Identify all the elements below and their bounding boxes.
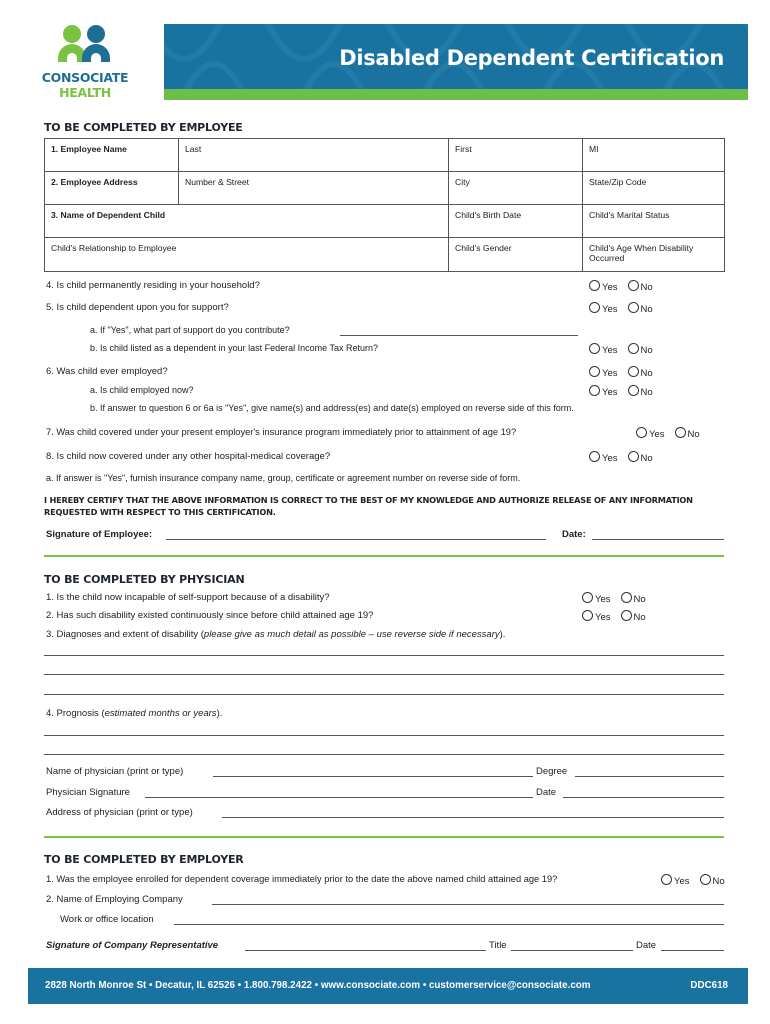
no-label: No <box>640 282 653 293</box>
diagnosis-line[interactable] <box>44 655 724 656</box>
question-8a: a. If answer is "Yes", furnish insurance company name, group, certificate or agreement number on reverse side of form. <box>46 473 521 483</box>
birth-date-field[interactable]: Child's Birth Date <box>449 205 583 238</box>
radio-yes[interactable] <box>589 451 600 462</box>
age-disability-field[interactable]: Child's Age When Disability Occurred <box>583 238 725 272</box>
prognosis-line[interactable] <box>44 735 724 736</box>
employee-date-line[interactable] <box>592 539 724 540</box>
radio-no[interactable] <box>628 366 639 377</box>
physician-address-line[interactable] <box>222 817 724 818</box>
certification-statement: I HEREBY CERTIFY THAT THE ABOVE INFORMATION IS CORRECT TO THE BEST OF MY KNOWLEDGE AND AUTHORIZE RELEASE OF ANY INFORMATION REQUESTED WITH RESPECT TO THIS CERTIFICATION. <box>44 495 693 517</box>
yes-no-q4 <box>589 280 653 293</box>
employee-date-label: Date: <box>562 529 586 540</box>
degree-line[interactable] <box>575 776 724 777</box>
yes-label: Yes <box>674 876 690 887</box>
radio-no[interactable] <box>628 451 639 462</box>
support-contribution-line[interactable] <box>340 335 578 336</box>
q3-text-end: ). <box>499 629 506 640</box>
diagnosis-line[interactable] <box>44 694 724 695</box>
radio-no[interactable] <box>628 280 639 291</box>
dependent-name-field[interactable]: 3. Name of Dependent Child <box>45 205 449 238</box>
work-location-label: Work or office location <box>60 914 154 925</box>
degree-label: Degree <box>536 766 568 777</box>
city-field[interactable]: City <box>449 172 583 205</box>
yes-label: Yes <box>602 282 618 293</box>
question-7: 7. Was child covered under your present employer's insurance program immediately prior to attainment of age 19? <box>46 427 517 437</box>
no-label: No <box>640 387 653 398</box>
radio-no[interactable] <box>628 343 639 354</box>
physician-address-label: Address of physician (print or type) <box>46 807 193 818</box>
street-field[interactable]: Number & Street <box>179 172 449 205</box>
footer-contact: 2828 North Monroe St • Decatur, IL 62526 • 1.800.798.2422 • www.consociate.com • customerservice@consociate.com <box>45 980 591 991</box>
radio-no[interactable] <box>675 427 686 438</box>
yes-label: Yes <box>602 387 618 398</box>
first-name-field[interactable]: First <box>449 139 583 172</box>
radio-yes[interactable] <box>582 610 593 621</box>
table-row <box>45 205 725 238</box>
relationship-field[interactable]: Child's Relationship to Employee <box>45 238 449 272</box>
marital-status-field[interactable]: Child's Marital Status <box>583 205 725 238</box>
physician-date-line[interactable] <box>563 797 724 798</box>
q3-italic-text: please give as much detail as possible – use reverse side if necessary <box>203 629 500 640</box>
yes-label: Yes <box>595 594 611 605</box>
radio-yes[interactable] <box>589 385 600 396</box>
yes-label: Yes <box>602 453 618 464</box>
radio-no[interactable] <box>628 385 639 396</box>
question-6a: a. Is child employed now? <box>90 385 194 395</box>
q3-text: 3. Diagnoses and extent of disability ( <box>46 629 204 640</box>
company-rep-signature-label: Signature of Company Representative <box>46 940 219 951</box>
table-cell: 2. Employee Address <box>45 172 179 205</box>
question-4: 4. Is child permanently residing in your household? <box>46 280 260 291</box>
yes-no-p2 <box>582 610 646 623</box>
physician-name-label: Name of physician (print or type) <box>46 766 184 777</box>
yes-no-e1 <box>661 874 725 887</box>
question-6b: b. If answer to question 6 or 6a is "Yes", give name(s) and address(es) and date(s) employed on reverse side of this form. <box>90 403 574 413</box>
question-5b: b. Is child listed as a dependent in your last Federal Income Tax Return? <box>90 343 378 353</box>
yes-no-q6 <box>589 366 653 379</box>
section-divider <box>44 836 724 838</box>
yes-no-q5 <box>589 302 653 315</box>
form-code: DDC618 <box>690 980 728 991</box>
radio-no[interactable] <box>628 302 639 313</box>
radio-no[interactable] <box>621 592 632 603</box>
physician-date-label: Date <box>536 787 557 798</box>
q4-italic-text: estimated months or years <box>104 708 217 719</box>
no-label: No <box>712 876 725 887</box>
company-rep-signature-line[interactable] <box>245 950 486 951</box>
no-label: No <box>687 429 700 440</box>
radio-yes[interactable] <box>589 366 600 377</box>
employee-info-table <box>44 138 725 272</box>
physician-question-3 <box>46 629 505 640</box>
employee-signature-line[interactable] <box>166 539 546 540</box>
no-label: No <box>633 612 646 623</box>
yes-no-p1 <box>582 592 646 605</box>
footer-bar <box>28 968 748 1004</box>
question-6: 6. Was child ever employed? <box>46 366 168 377</box>
physician-signature-label: Physician Signature <box>46 787 130 798</box>
physician-section-heading: TO BE COMPLETED BY PHYSICIAN <box>44 573 245 586</box>
radio-yes[interactable] <box>589 343 600 354</box>
gender-field[interactable]: Child's Gender <box>449 238 583 272</box>
employee-signature-label: Signature of Employee: <box>46 529 153 540</box>
radio-yes[interactable] <box>636 427 647 438</box>
physician-question-4 <box>46 708 222 719</box>
no-label: No <box>633 594 646 605</box>
employee-section-heading: TO BE COMPLETED BY EMPLOYEE <box>44 121 243 134</box>
last-name-field[interactable]: Last <box>179 139 449 172</box>
brand-name: CONSOCIATE HEALTH <box>41 70 129 100</box>
q4-text: 4. Prognosis ( <box>46 708 105 719</box>
no-label: No <box>640 345 653 356</box>
yes-no-q7 <box>636 427 700 440</box>
prognosis-line[interactable] <box>44 754 724 755</box>
rep-date-label: Date <box>636 940 657 951</box>
radio-yes[interactable] <box>661 874 672 885</box>
yes-no-q8 <box>589 451 653 464</box>
physician-name-line[interactable] <box>213 776 533 777</box>
work-location-line[interactable] <box>174 924 724 925</box>
accent-bar <box>164 89 748 100</box>
question-8: 8. Is child now covered under any other hospital-medical coverage? <box>46 451 331 462</box>
employer-question-2: 2. Name of Employing Company <box>46 894 183 905</box>
radio-yes[interactable] <box>589 280 600 291</box>
mi-field[interactable]: MI <box>583 139 725 172</box>
yes-label: Yes <box>595 612 611 623</box>
yes-label: Yes <box>602 304 618 315</box>
employer-question-1: 1. Was the employee enrolled for dependent coverage immediately prior to the date the above named child attained age 19? <box>46 874 558 884</box>
title-banner <box>164 24 748 89</box>
rep-title-line[interactable] <box>511 950 633 951</box>
table-cell: 1. Employee Name <box>45 139 179 172</box>
yes-label: Yes <box>602 368 618 379</box>
q4-text-end: ). <box>216 708 223 719</box>
rep-date-line[interactable] <box>661 950 724 951</box>
table-row <box>45 172 725 205</box>
employer-section-heading: TO BE COMPLETED BY EMPLOYER <box>44 853 244 866</box>
no-label: No <box>640 453 653 464</box>
radio-yes[interactable] <box>589 302 600 313</box>
yes-label: Yes <box>602 345 618 356</box>
rep-title-label: Title <box>489 940 507 951</box>
yes-label: Yes <box>649 429 665 440</box>
table-row <box>45 139 725 172</box>
page-title: Disabled Dependent Certification <box>339 46 724 70</box>
no-label: No <box>640 368 653 379</box>
question-5a: a. If "Yes", what part of support do you contribute? <box>90 325 290 335</box>
yes-no-q6a <box>589 385 653 398</box>
state-zip-field[interactable]: State/Zip Code <box>583 172 725 205</box>
table-row <box>45 238 725 272</box>
physician-question-1: 1. Is the child now incapable of self-support because of a disability? <box>46 592 330 603</box>
radio-no[interactable] <box>700 874 711 885</box>
physician-signature-line[interactable] <box>145 797 533 798</box>
employing-company-line[interactable] <box>212 904 724 905</box>
radio-yes[interactable] <box>582 592 593 603</box>
no-label: No <box>640 304 653 315</box>
section-divider <box>44 555 724 557</box>
yes-no-q5b <box>589 343 653 356</box>
physician-question-2: 2. Has such disability existed continuously since before child attained age 19? <box>46 610 374 621</box>
radio-no[interactable] <box>621 610 632 621</box>
question-5: 5. Is child dependent upon you for support? <box>46 302 229 313</box>
diagnosis-line[interactable] <box>44 674 724 675</box>
